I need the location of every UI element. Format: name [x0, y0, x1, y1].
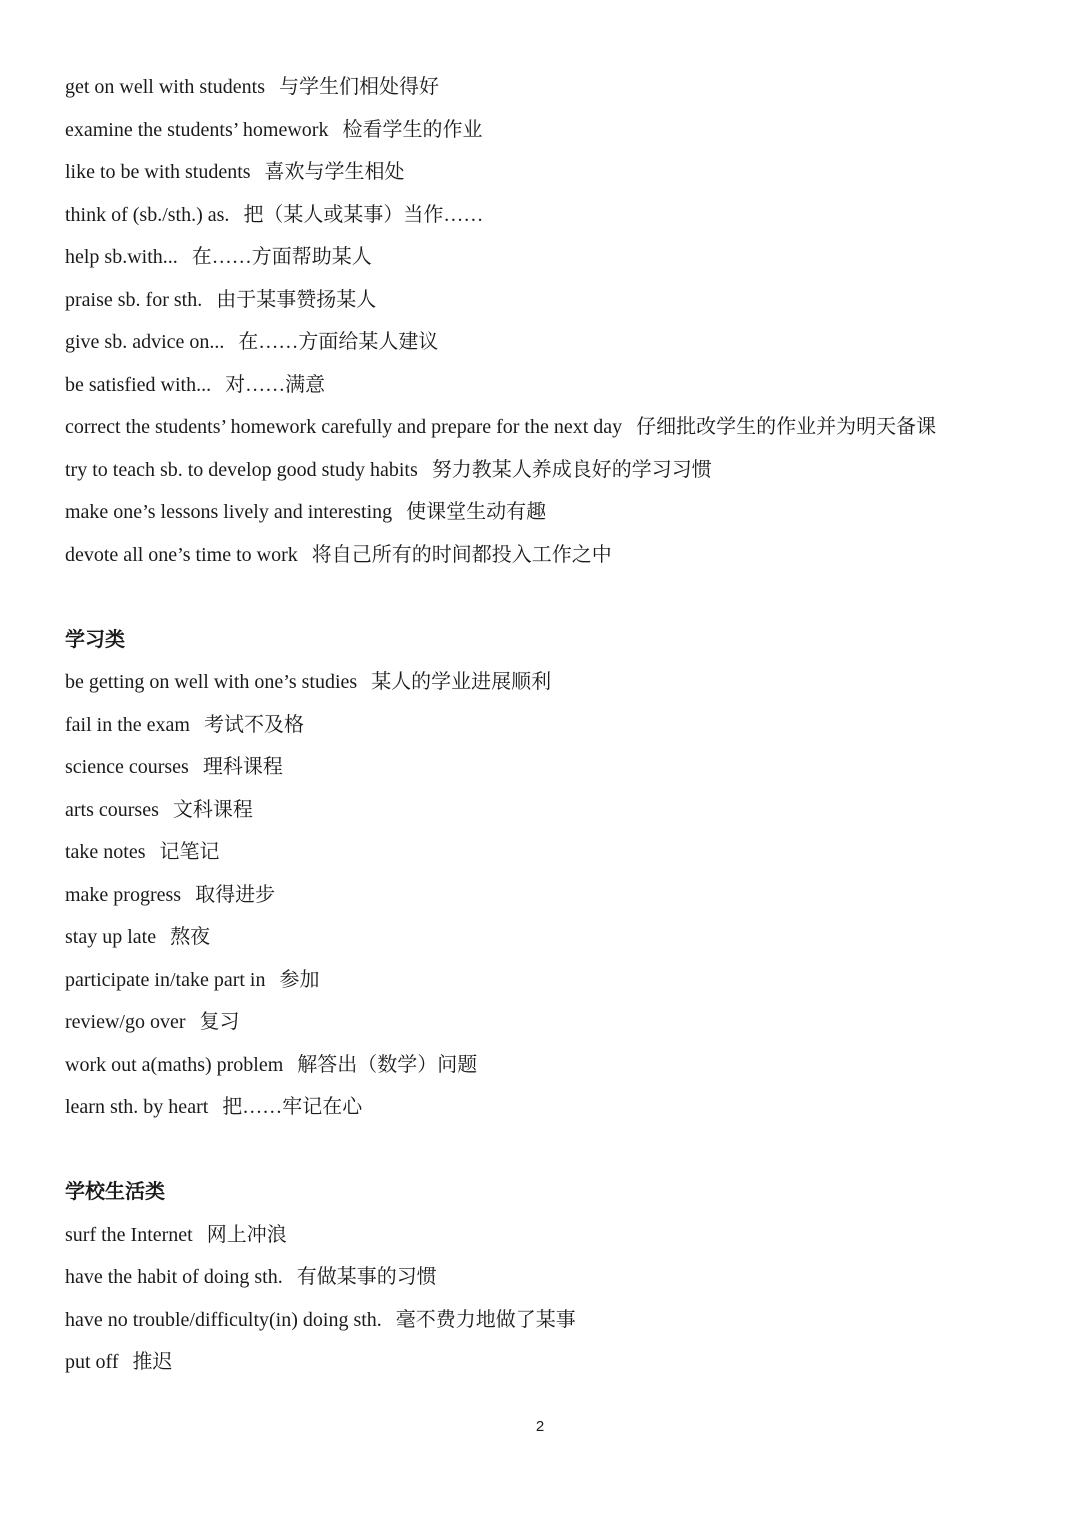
section [65, 66, 1020, 576]
phrase-entry [65, 1214, 1020, 1257]
phrase-english: take notes [65, 841, 146, 863]
phrase-entry [65, 831, 1020, 874]
phrase-entry [65, 321, 1020, 364]
phrase-english: surf the Internet [65, 1223, 193, 1246]
phrase-english: participate in/take part in [65, 968, 266, 991]
document-body [65, 66, 1020, 1384]
phrase-entry [65, 916, 1020, 959]
phrase-entry [65, 66, 1020, 109]
phrase-english: correct the students’ homework carefully and prepare for the next day [65, 416, 623, 438]
phrase-chinese: 将自己所有的时间都投入工作之中 [311, 543, 612, 566]
phrase-chinese: 仔细批改学生的作业并为明天备课 [636, 416, 937, 438]
phrase-entry [65, 1256, 1020, 1299]
phrase-chinese: 毫不费力地做了某事 [395, 1308, 576, 1331]
phrase-english: examine the students’ homework [65, 118, 329, 141]
phrase-english: be satisfied with... [65, 373, 212, 396]
phrase-chinese: 与学生们相处得好 [278, 76, 439, 98]
phrase-chinese: 某人的学业进展顺利 [371, 671, 552, 693]
phrase-entry [65, 534, 1020, 577]
phrase-english: be getting on well with one’s studies [65, 671, 358, 693]
phrase-entry [65, 151, 1020, 194]
phrase-chinese: 熬夜 [170, 926, 211, 948]
phrase-english: science courses [65, 756, 189, 778]
section-heading: 学校生活类 [65, 1181, 165, 1203]
phrase-english: try to teach sb. to develop good study habits [65, 458, 418, 481]
phrase-english: praise sb. for sth. [65, 288, 203, 311]
phrase-english: arts courses [65, 798, 159, 821]
phrase-chinese: 推迟 [132, 1351, 173, 1373]
phrase-chinese: 检看学生的作业 [342, 118, 483, 141]
phrase-chinese: 有做某事的习惯 [296, 1266, 437, 1288]
phrase-chinese: 把（某人或某事）当作…… [243, 203, 484, 226]
phrase-english: have no trouble/difficulty(in) doing sth. [65, 1308, 382, 1331]
phrase-english: make one’s lessons lively and interesting [65, 501, 393, 523]
phrase-chinese: 参加 [279, 968, 320, 991]
phrase-entry [65, 1341, 1020, 1384]
phrase-english: fail in the exam [65, 713, 190, 736]
phrase-entry [65, 109, 1020, 152]
phrase-chinese: 理科课程 [202, 756, 283, 778]
phrase-chinese: 网上冲浪 [206, 1223, 287, 1246]
phrase-english: learn sth. by heart [65, 1096, 209, 1118]
phrase-english: get on well with students [65, 76, 265, 98]
section [65, 619, 1020, 1129]
section [65, 1171, 1020, 1384]
phrase-entry [65, 279, 1020, 322]
phrase-entry [65, 704, 1020, 747]
phrase-english: make progress [65, 883, 182, 906]
phrase-chinese: 在……方面帮助某人 [191, 246, 372, 268]
phrase-entry [65, 959, 1020, 1002]
phrase-english: devote all one’s time to work [65, 543, 298, 566]
phrase-entry [65, 874, 1020, 917]
phrase-entry [65, 194, 1020, 237]
phrase-entry [65, 236, 1020, 279]
page-number: 2 [535, 1418, 545, 1435]
phrase-english: like to be with students [65, 161, 251, 183]
phrase-entry [65, 1299, 1020, 1342]
phrase-chinese: 文科课程 [172, 798, 253, 821]
phrase-entry [65, 1044, 1020, 1087]
phrase-chinese: 记笔记 [159, 841, 220, 863]
phrase-entry [65, 1086, 1020, 1129]
phrase-entry [65, 746, 1020, 789]
section-heading: 学习类 [65, 628, 125, 651]
phrase-chinese: 使课堂生动有趣 [406, 501, 547, 523]
phrase-chinese: 考试不及格 [203, 713, 304, 736]
phrase-chinese: 对……满意 [225, 373, 326, 396]
phrase-chinese: 在……方面给某人建议 [238, 331, 439, 353]
phrase-entry [65, 364, 1020, 407]
phrase-english: review/go over [65, 1011, 186, 1033]
phrase-english: stay up late [65, 926, 157, 948]
phrase-chinese: 解答出（数学）问题 [297, 1053, 478, 1076]
phrase-english: have the habit of doing sth. [65, 1266, 283, 1288]
phrase-chinese: 努力教某人养成良好的学习习惯 [431, 458, 712, 481]
phrase-entry [65, 1001, 1020, 1044]
phrase-entry [65, 491, 1020, 534]
phrase-entry [65, 661, 1020, 704]
phrase-chinese: 复习 [199, 1011, 240, 1033]
phrase-entry [65, 789, 1020, 832]
phrase-chinese: 取得进步 [195, 883, 276, 906]
phrase-english: give sb. advice on... [65, 331, 225, 353]
phrase-chinese: 把……牢记在心 [222, 1096, 363, 1118]
phrase-english: think of (sb./sth.) as. [65, 203, 230, 226]
phrase-english: work out a(maths) problem [65, 1053, 284, 1076]
phrase-entry [65, 406, 1020, 449]
phrase-english: put off [65, 1351, 119, 1373]
phrase-entry [65, 449, 1020, 492]
phrase-english: help sb.with... [65, 246, 178, 268]
phrase-chinese: 由于某事赞扬某人 [216, 288, 377, 311]
phrase-chinese: 喜欢与学生相处 [264, 161, 405, 183]
